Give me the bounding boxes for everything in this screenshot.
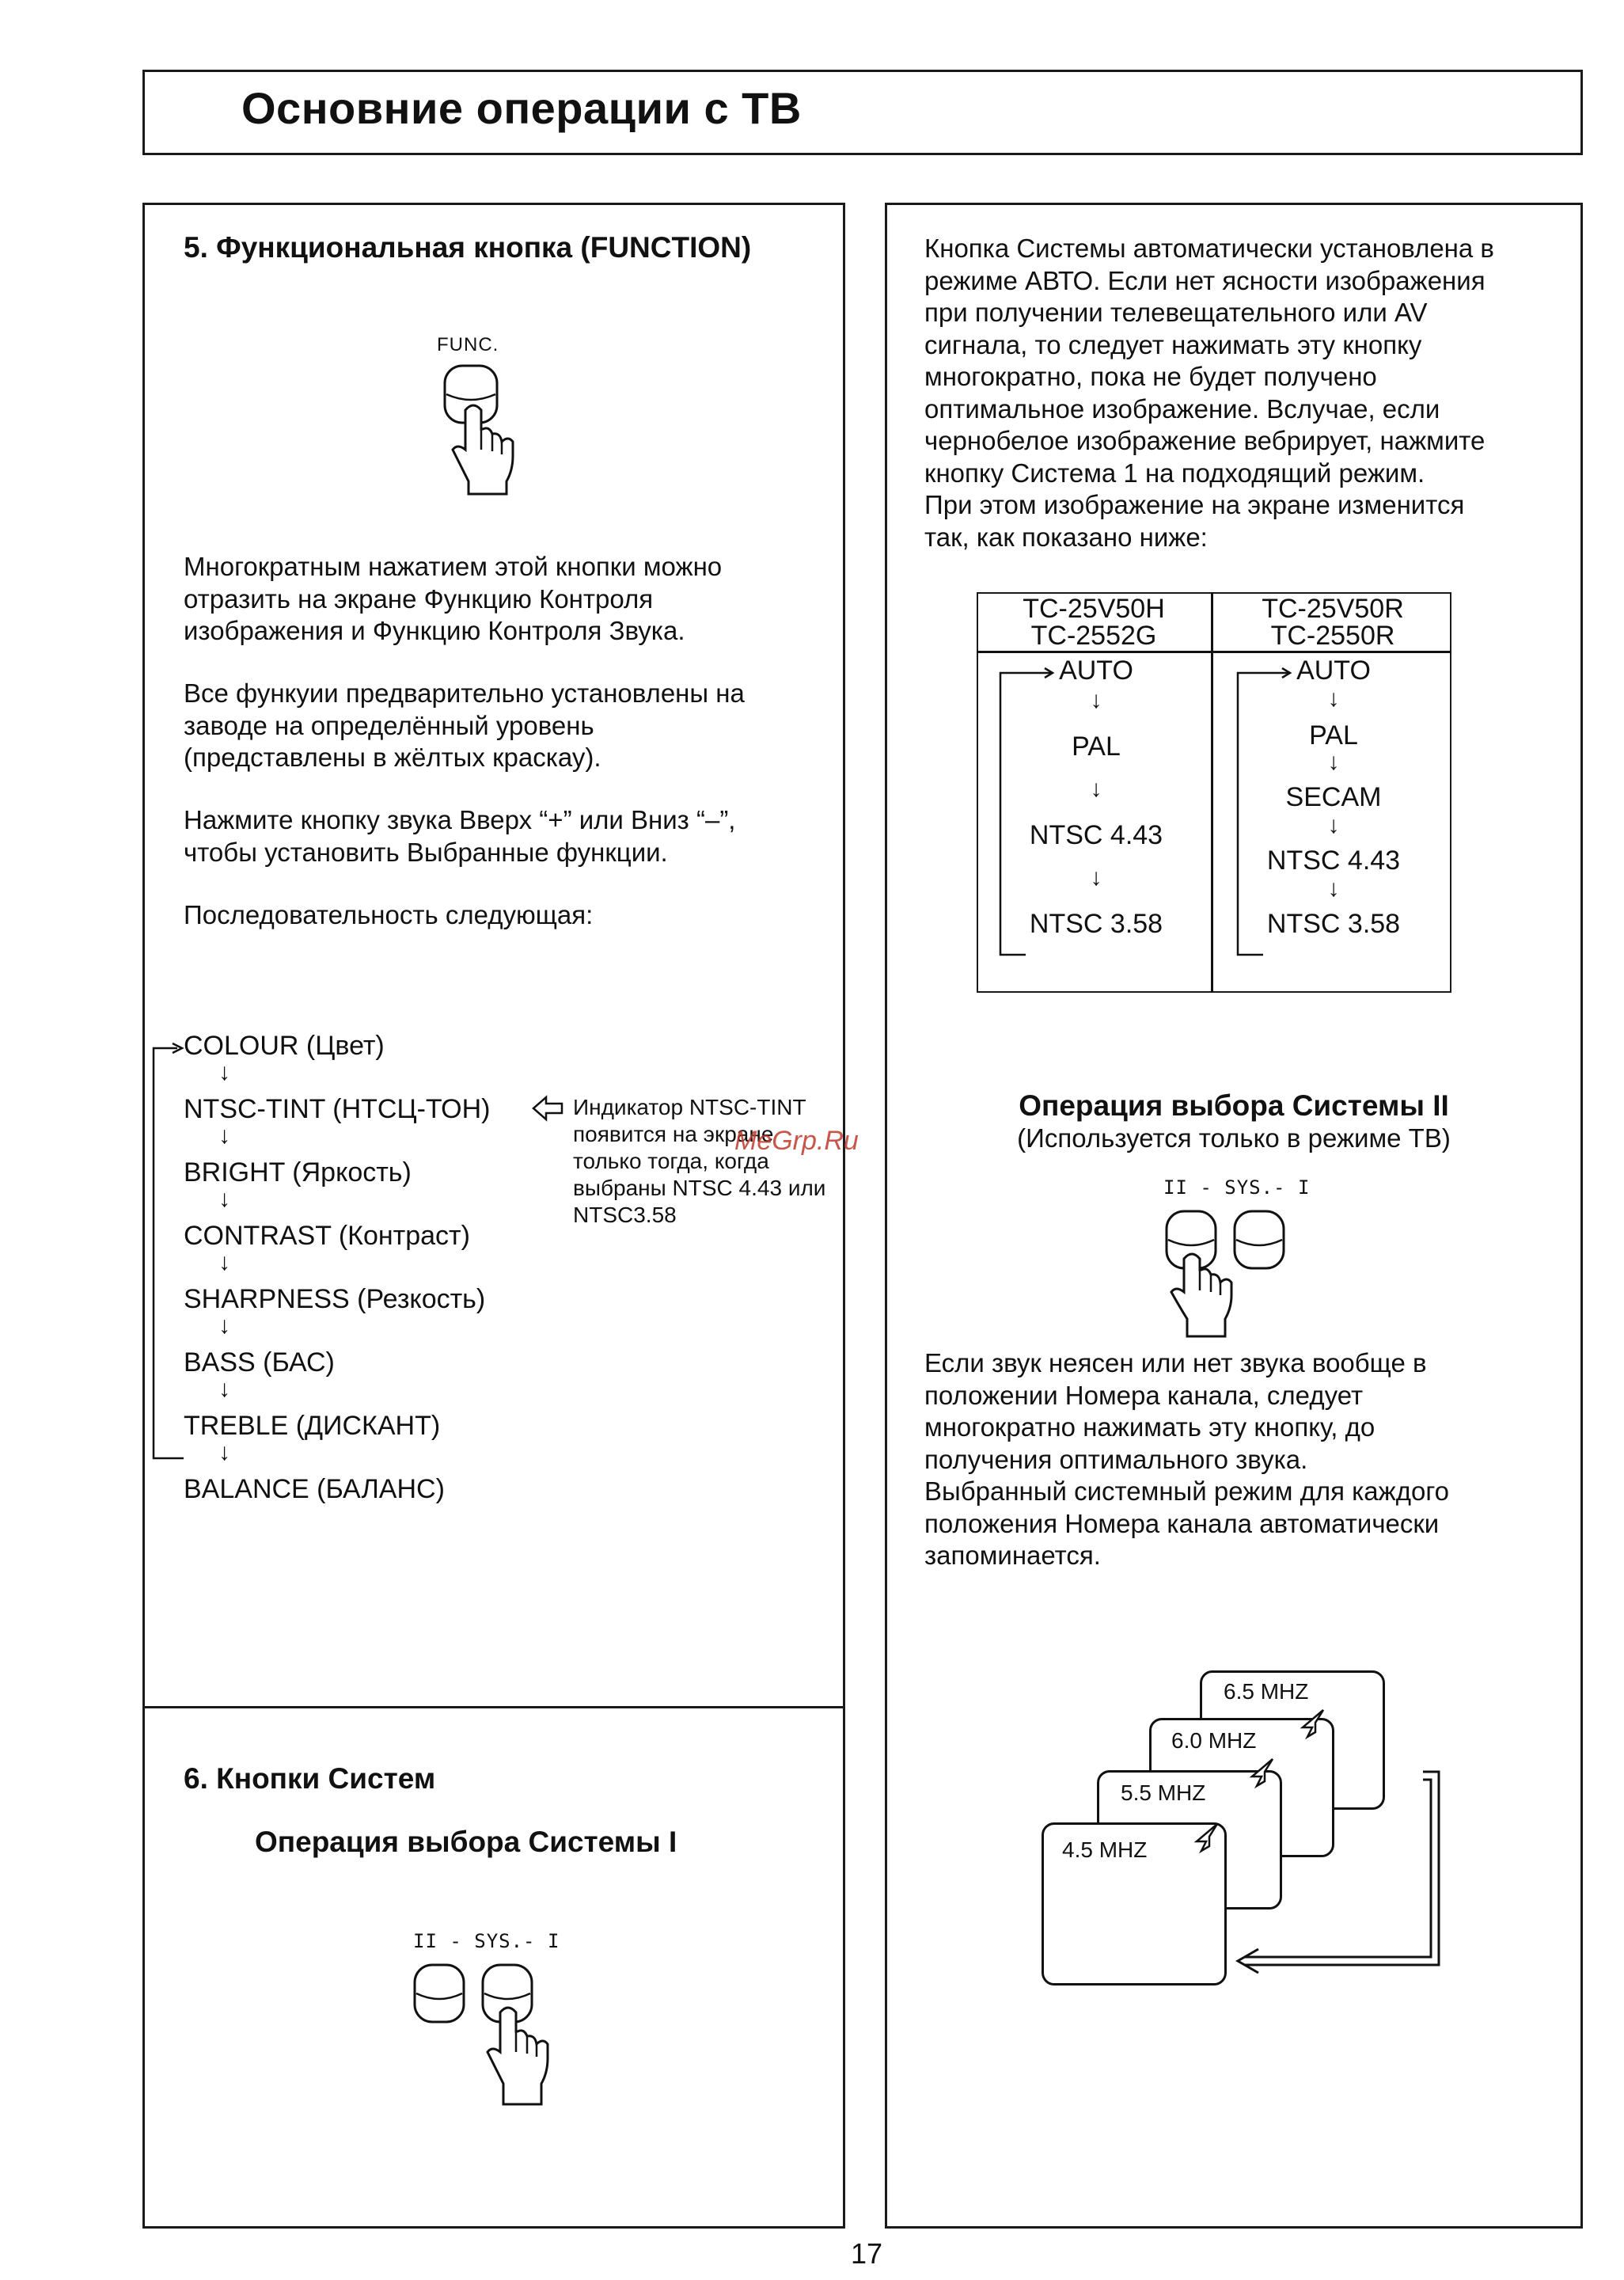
section5-paragraph-3: Нажмите кнопку звука Вверх “+” или Вниз “–”, чтобы установить Выбранные функции.	[184, 805, 736, 867]
section5-paragraph-2: Все функуии предварительно установлены на заводе на определённый уровень (представлены в жёлтых краскау).	[184, 678, 745, 772]
col2-header-model-2: TC-2550R	[1270, 621, 1395, 651]
col2-item: NTSC 4.43	[1266, 846, 1401, 876]
col2-item: SECAM	[1285, 782, 1382, 812]
system-intro-paragraph: Кнопка Системы автоматически установлена в режиме АВТО. Если нет ясности изображения при получении телевещательного или AV сигнала, то следует нажимать эту кнопку многократно, пока не будет получено оптимальное изображение. Вслучае, если чернобелое изображение вебрирует, нажмите кнопку Система 1 на подходящий режим. При этом изображение на экране изменится так, как показано ниже:	[924, 234, 1494, 552]
cursor-arrow-icon	[1247, 1756, 1279, 1788]
col1-item: PAL	[1072, 732, 1121, 762]
section5-paragraph-4: Последовательность следующая:	[184, 900, 594, 929]
ntsc-tint-note: Индикатор NTSC-TINT появится на экране только тогда, когда выбраны NTSC 4.43 или NTSC3.58	[573, 1095, 826, 1227]
col1-item: NTSC 4.43	[1029, 820, 1163, 850]
col2-item: PAL	[1309, 720, 1358, 750]
down-arrow-icon: ↓	[1090, 864, 1102, 891]
section5-heading: 5. Функциональная кнопка (FUNCTION)	[184, 231, 752, 264]
sys2-buttons-press-icon	[1163, 1208, 1314, 1343]
page-title: Основние операции с ТВ	[241, 83, 802, 133]
sys2-heading: Операция выбора Системы II	[1019, 1089, 1449, 1122]
down-arrow-icon: ↓	[218, 1059, 230, 1085]
down-arrow-icon: ↓	[218, 1313, 230, 1339]
col1-item: NTSC 3.58	[1029, 909, 1163, 939]
sys2-subheading: (Используется только в режиме ТВ)	[1017, 1123, 1451, 1153]
section6-heading: 6. Кнопки Систем	[184, 1762, 436, 1795]
col1-header-model-1: TC-25V50H	[1023, 594, 1165, 624]
screen-label-4-5: 4.5 MHZ	[1062, 1837, 1148, 1862]
col2-item: AUTO	[1296, 656, 1371, 686]
down-arrow-icon: ↓	[1327, 876, 1340, 902]
sequence-item: CONTRAST (Контраст)	[184, 1221, 470, 1251]
down-arrow-icon: ↓	[1327, 812, 1340, 838]
sys2-button-label: II - SYS.- I	[1163, 1176, 1311, 1199]
down-arrow-icon: ↓	[1327, 686, 1340, 712]
cursor-arrow-icon	[1298, 1707, 1330, 1738]
down-arrow-icon: ↓	[218, 1123, 230, 1149]
sys1-subheading: Операция выбора Системы I	[255, 1826, 677, 1858]
screen-label-6-0: 6.0 MHZ	[1171, 1728, 1257, 1753]
screen-label-5-5: 5.5 MHZ	[1121, 1780, 1206, 1805]
screen-label-6-5: 6.5 MHZ	[1224, 1679, 1309, 1704]
sequence-item: NTSC-TINT (НТСЦ-ТОН)	[184, 1094, 491, 1124]
col2-item: NTSC 3.58	[1266, 909, 1401, 939]
down-arrow-icon: ↓	[218, 1186, 230, 1212]
sequence-item: BRIGHT (Яркость)	[184, 1157, 412, 1188]
sequence-item: BASS (БАС)	[184, 1347, 335, 1378]
sequence-item: SHARPNESS (Резкость)	[184, 1284, 486, 1314]
col1-item: AUTO	[1059, 656, 1133, 686]
page-number: 17	[850, 2237, 883, 2270]
watermark: MeGrp.Ru	[734, 1126, 859, 1156]
sequence-item: COLOUR (Цвет)	[184, 1031, 385, 1061]
sequence-item: TREBLE (ДИСКАНТ)	[184, 1411, 441, 1441]
down-arrow-icon: ↓	[218, 1249, 230, 1275]
down-arrow-icon: ↓	[218, 1439, 230, 1465]
hollow-left-arrow-icon	[532, 1094, 563, 1123]
down-arrow-icon: ↓	[1327, 749, 1340, 775]
sys1-button-label: II - SYS.- I	[413, 1930, 560, 1952]
down-arrow-icon: ↓	[218, 1376, 230, 1402]
func-button-press-icon	[434, 363, 521, 497]
col1-header-model-2: TC-2552G	[1030, 621, 1157, 651]
down-arrow-icon: ↓	[1090, 776, 1102, 802]
cursor-arrow-icon	[1192, 1821, 1224, 1852]
func-button-label: FUNC.	[437, 334, 499, 355]
sys2-paragraph: Если звук неясен или нет звука вообще в положении Номера канала, следует многократно нажимать эту кнопку, до получения оптимального звука. Выбранный системный режим для каждого положения Номера канала автоматически запоминается.	[924, 1348, 1449, 1570]
section5-paragraph-1: Многократным нажатием этой кнопки можно отразить на экране Функцию Контроля изображения и Функцию Контроля Звука.	[184, 552, 723, 645]
sequence-item: BALANCE (БАЛАНС)	[184, 1474, 445, 1504]
sys1-buttons-press-icon	[412, 1962, 570, 2112]
down-arrow-icon: ↓	[1090, 687, 1102, 713]
col2-header-model-1: TC-25V50R	[1262, 594, 1404, 624]
